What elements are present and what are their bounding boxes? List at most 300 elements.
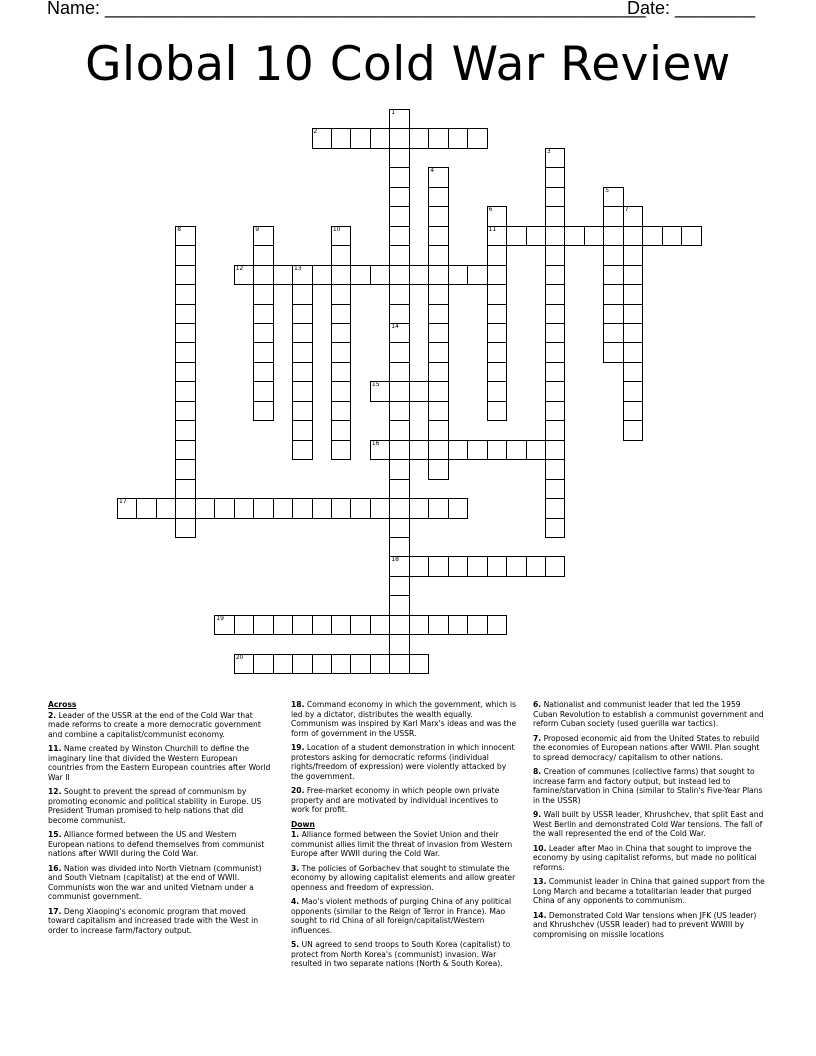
clue-number: 9 xyxy=(255,225,260,233)
clue-item xyxy=(291,786,519,815)
crossword-cell[interactable] xyxy=(526,556,547,577)
crossword-cell[interactable] xyxy=(331,284,352,305)
crossword-cell[interactable] xyxy=(623,342,644,363)
clue-column-3 xyxy=(533,700,765,944)
crossword-cell[interactable] xyxy=(428,167,449,188)
crossword-cell[interactable] xyxy=(623,206,644,227)
clue-number: 1 xyxy=(391,109,396,116)
crossword-cell[interactable] xyxy=(292,615,313,636)
crossword-cell[interactable] xyxy=(389,323,410,344)
crossword-cell[interactable] xyxy=(545,323,566,344)
clue-text: UN agreed to send troops to South Korea (capitalist) to protect from North Korea's (communist) invasion. War resulted in two separate nations (North & South Korea). xyxy=(291,940,511,968)
crossword-cell[interactable] xyxy=(409,556,430,577)
crossword-cell[interactable] xyxy=(487,245,508,266)
clue-number: 4 xyxy=(430,167,435,175)
crossword-cell[interactable] xyxy=(681,226,702,247)
crossword-cell[interactable] xyxy=(389,342,410,363)
clue-number: 3 xyxy=(546,147,551,155)
crossword-cell[interactable] xyxy=(389,634,410,655)
crossword-cell[interactable] xyxy=(175,304,196,325)
crossword-cell[interactable] xyxy=(389,401,410,422)
crossword-cell[interactable] xyxy=(467,265,488,286)
clue-number: 18 xyxy=(391,556,399,564)
clue-text: Deng Xiaoping's economic program that moved toward capitalism and increased trade with the West in order to increase farm/factory output. xyxy=(48,906,259,935)
clue-item xyxy=(291,940,519,969)
clue-number-label: 6. xyxy=(533,700,542,709)
crossword-cell[interactable] xyxy=(545,518,566,539)
crossword-cell[interactable] xyxy=(389,187,410,208)
crossword-cell[interactable] xyxy=(642,226,663,247)
clue-number: 19 xyxy=(216,614,224,622)
crossword-cell[interactable] xyxy=(331,226,352,247)
crossword-cell[interactable] xyxy=(389,167,410,188)
crossword-cell[interactable] xyxy=(389,226,410,247)
across-heading: Across xyxy=(48,700,77,709)
clue-number-label: 1. xyxy=(291,830,300,839)
crossword-cell[interactable] xyxy=(234,265,255,286)
crossword-cell[interactable] xyxy=(331,128,352,149)
crossword-cell[interactable] xyxy=(253,265,274,286)
crossword-cell[interactable] xyxy=(428,187,449,208)
crossword-cell[interactable] xyxy=(428,381,449,402)
clue-text: Communist leader in China that gained support from the Long March and became a totalitarian leader that purged China of any opponents to communism. xyxy=(533,877,765,905)
crossword-cell[interactable] xyxy=(389,420,410,441)
crossword-cell[interactable] xyxy=(195,498,216,519)
crossword-cell[interactable] xyxy=(487,284,508,305)
clue-number: 12 xyxy=(235,264,244,272)
crossword-cell[interactable] xyxy=(292,304,313,325)
crossword-cell[interactable] xyxy=(545,381,566,402)
crossword-cell[interactable] xyxy=(448,615,469,636)
crossword-cell[interactable] xyxy=(389,518,410,539)
crossword-cell[interactable] xyxy=(409,615,430,636)
crossword-cell[interactable] xyxy=(214,498,235,519)
page-title: Global 10 Cold War Review xyxy=(85,37,731,92)
crossword-cell[interactable] xyxy=(584,226,605,247)
clue-number: 16 xyxy=(371,439,380,447)
crossword-cell[interactable] xyxy=(292,362,313,383)
clue-number: 10 xyxy=(332,225,341,233)
down-heading: Down xyxy=(291,819,315,829)
crossword-cell[interactable] xyxy=(331,401,352,422)
clue-text: Mao's violent methods of purging China of any political opponents (similar to the Reign of Terror in France). Mao sought to rid China of all foreign/capitalist/Western influences. xyxy=(291,897,512,935)
crossword-cell[interactable] xyxy=(175,284,196,305)
crossword-cell[interactable] xyxy=(370,615,391,636)
crossword-cell[interactable] xyxy=(312,654,333,675)
crossword-cell[interactable] xyxy=(214,615,235,636)
clue-text: Leader of the USSR at the end of the Cold War that made reforms to create a more democratic government and combine a capitalist/communist economy. xyxy=(48,710,261,739)
clue-text: Command economy in which the government, which is led by a dictator, distributes the wealth equally. Communism was inspired by Karl Marx's ideas and was the form of government in the USSR. xyxy=(291,700,517,738)
clue-number: 17 xyxy=(119,498,127,505)
crossword-cell[interactable] xyxy=(545,226,566,247)
crossword-cell[interactable] xyxy=(623,323,644,344)
clue-number-label: 12. xyxy=(48,787,62,796)
crossword-cell[interactable] xyxy=(253,498,274,519)
crossword-cell[interactable] xyxy=(175,245,196,266)
crossword-cell[interactable] xyxy=(292,381,313,402)
clue-item xyxy=(48,864,273,902)
crossword-cell[interactable] xyxy=(545,362,566,383)
crossword-cell[interactable] xyxy=(428,342,449,363)
crossword-cell[interactable] xyxy=(312,498,333,519)
crossword-cell[interactable] xyxy=(370,265,391,286)
crossword-cell[interactable] xyxy=(389,654,410,675)
crossword-cell[interactable] xyxy=(331,304,352,325)
crossword-cell[interactable] xyxy=(370,128,391,149)
clue-text: Sought to prevent the spread of communism by promoting economic and political stability in Europe. US President Truman promised to help nations that did become communist. xyxy=(48,787,262,825)
crossword-cell[interactable] xyxy=(175,323,196,344)
crossword-cell[interactable] xyxy=(175,420,196,441)
crossword-cell[interactable] xyxy=(428,440,449,461)
crossword-cell[interactable] xyxy=(389,556,410,577)
crossword-cell[interactable] xyxy=(623,226,644,247)
crossword-cell[interactable] xyxy=(409,654,430,675)
clue-number-label: 20. xyxy=(291,786,305,795)
crossword-cell[interactable] xyxy=(545,148,566,169)
crossword-cell[interactable] xyxy=(292,401,313,422)
clue-column-2 xyxy=(291,700,519,974)
clue-item xyxy=(533,911,765,940)
crossword-cell[interactable] xyxy=(331,245,352,266)
crossword-cell[interactable] xyxy=(389,362,410,383)
crossword-cell[interactable] xyxy=(448,440,469,461)
crossword-cell[interactable] xyxy=(273,265,294,286)
crossword-cell[interactable] xyxy=(545,245,566,266)
crossword-cell[interactable] xyxy=(428,226,449,247)
crossword-cell[interactable] xyxy=(175,362,196,383)
crossword-cell[interactable] xyxy=(448,556,469,577)
clue-text: Free-market economy in which people own private property and are motivated by individual incentives to work for profit. xyxy=(291,786,500,814)
crossword-cell[interactable] xyxy=(350,615,371,636)
crossword-cell[interactable] xyxy=(350,654,371,675)
crossword-cell[interactable] xyxy=(273,654,294,675)
crossword-cell[interactable] xyxy=(292,654,313,675)
crossword-cell[interactable] xyxy=(331,381,352,402)
crossword-cell[interactable] xyxy=(545,479,566,500)
crossword-cell[interactable] xyxy=(487,342,508,363)
clue-number: 5 xyxy=(605,186,610,194)
crossword-cell[interactable] xyxy=(623,420,644,441)
crossword-cell[interactable] xyxy=(487,265,508,286)
crossword-cell[interactable] xyxy=(603,245,624,266)
crossword-cell[interactable] xyxy=(545,206,566,227)
crossword-cell[interactable] xyxy=(623,265,644,286)
crossword-cell[interactable] xyxy=(234,498,255,519)
crossword-cell[interactable] xyxy=(428,245,449,266)
crossword-cell[interactable] xyxy=(389,459,410,480)
crossword-cell[interactable] xyxy=(487,362,508,383)
clue-text: Wall built by USSR leader, Khrushchev, that split East and West Berlin and demonstrated Cold War tensions. The fall of the wall represented the end of the Cold War. xyxy=(533,810,764,838)
crossword-cell[interactable] xyxy=(487,440,508,461)
crossword-cell[interactable] xyxy=(409,265,430,286)
crossword-cell[interactable] xyxy=(409,128,430,149)
crossword-cell[interactable] xyxy=(428,459,449,480)
crossword-cell[interactable] xyxy=(428,323,449,344)
clue-item xyxy=(533,700,765,729)
crossword-cell[interactable] xyxy=(175,440,196,461)
crossword-cell[interactable] xyxy=(389,498,410,519)
crossword-cell[interactable] xyxy=(428,206,449,227)
clue-number-label: 9. xyxy=(533,810,542,819)
clue-number: 13 xyxy=(294,264,302,272)
crossword-cell[interactable] xyxy=(603,284,624,305)
crossword-cell[interactable] xyxy=(175,518,196,539)
crossword-cell[interactable] xyxy=(428,615,449,636)
crossword-cell[interactable] xyxy=(389,615,410,636)
crossword-cell[interactable] xyxy=(623,362,644,383)
crossword-cell[interactable] xyxy=(350,498,371,519)
clue-item xyxy=(291,864,519,893)
clue-number-label: 14. xyxy=(533,910,547,920)
crossword-cell[interactable] xyxy=(312,128,333,149)
crossword-cell[interactable] xyxy=(370,498,391,519)
crossword-cell[interactable] xyxy=(331,342,352,363)
crossword-cell[interactable] xyxy=(331,362,352,383)
name-line[interactable]: Name: ______________________________________________________ xyxy=(47,0,646,18)
clue-text: Proposed economic aid from the United States to rebuild the economies of European nations after WWII. Plan sought to spread democracy/ capitalism to other nations. xyxy=(533,733,760,762)
crossword-cell[interactable] xyxy=(292,440,313,461)
crossword-cell[interactable] xyxy=(487,323,508,344)
crossword-cell[interactable] xyxy=(156,498,177,519)
crossword-cell[interactable] xyxy=(467,440,488,461)
crossword-cell[interactable] xyxy=(487,556,508,577)
clue-number-label: 18. xyxy=(291,700,305,709)
crossword-cell[interactable] xyxy=(545,304,566,325)
clue-number: 11 xyxy=(488,225,497,233)
crossword-cell[interactable] xyxy=(370,654,391,675)
crossword-cell[interactable] xyxy=(603,206,624,227)
crossword-cell[interactable] xyxy=(623,304,644,325)
crossword-cell[interactable] xyxy=(234,615,255,636)
crossword-cell[interactable] xyxy=(545,498,566,519)
crossword-cell[interactable] xyxy=(331,498,352,519)
crossword-cell[interactable] xyxy=(175,265,196,286)
crossword-cell[interactable] xyxy=(253,381,274,402)
crossword-cell[interactable] xyxy=(292,265,313,286)
crossword-cell[interactable] xyxy=(389,576,410,597)
crossword-cell[interactable] xyxy=(506,440,527,461)
crossword-cell[interactable] xyxy=(487,226,508,247)
clue-item xyxy=(48,830,273,859)
crossword-cell[interactable] xyxy=(487,615,508,636)
clue-number: 15 xyxy=(371,381,380,389)
date-line[interactable]: Date: ________ xyxy=(627,0,756,18)
crossword-cell[interactable] xyxy=(292,420,313,441)
crossword-cell[interactable] xyxy=(564,226,585,247)
clue-number-label: 7. xyxy=(533,733,542,743)
crossword-cell[interactable] xyxy=(428,265,449,286)
crossword-cell[interactable] xyxy=(467,615,488,636)
crossword-cell[interactable] xyxy=(331,265,352,286)
crossword-cell[interactable] xyxy=(292,284,313,305)
crossword-cell[interactable] xyxy=(487,304,508,325)
crossword-cell[interactable] xyxy=(175,459,196,480)
crossword-cell[interactable] xyxy=(292,323,313,344)
clue-number: 8 xyxy=(177,225,182,233)
crossword-cell[interactable] xyxy=(331,654,352,675)
crossword-cell[interactable] xyxy=(428,362,449,383)
crossword-cell[interactable] xyxy=(136,498,157,519)
clue-column-1 xyxy=(48,700,273,940)
clue-item xyxy=(291,700,519,738)
crossword-cell[interactable] xyxy=(331,440,352,461)
crossword-cell[interactable] xyxy=(253,284,274,305)
crossword-cell[interactable] xyxy=(428,498,449,519)
crossword-cell[interactable] xyxy=(253,362,274,383)
crossword-cell[interactable] xyxy=(234,654,255,675)
crossword-cell[interactable] xyxy=(389,595,410,616)
crossword-cell[interactable] xyxy=(545,187,566,208)
clue-item xyxy=(48,907,273,936)
crossword-cell[interactable] xyxy=(545,284,566,305)
clue-text: Leader after Mao in China that sought to improve the economy by using capitalist reforms, but made no political reforms. xyxy=(533,843,757,872)
crossword-cell[interactable] xyxy=(253,654,274,675)
crossword-cell[interactable] xyxy=(662,226,683,247)
crossword-cell[interactable] xyxy=(389,537,410,558)
crossword-cell[interactable] xyxy=(331,323,352,344)
clue-number-label: 17. xyxy=(48,906,62,916)
crossword-cell[interactable] xyxy=(253,615,274,636)
crossword-cell[interactable] xyxy=(506,556,527,577)
clue-number-label: 4. xyxy=(291,897,300,906)
clue-number-label: 15. xyxy=(48,830,62,839)
clue-number: 2 xyxy=(313,128,318,136)
crossword-cell[interactable] xyxy=(389,381,410,402)
crossword-cell[interactable] xyxy=(409,498,430,519)
crossword-cell[interactable] xyxy=(253,323,274,344)
crossword-cell[interactable] xyxy=(428,284,449,305)
crossword-cell[interactable] xyxy=(545,440,566,461)
clue-text: Name created by Winston Churchill to define the imaginary line that divided the Western European countries from the Eastern European countries after World War II xyxy=(48,744,271,782)
crossword-cell[interactable] xyxy=(603,323,624,344)
crossword-cell[interactable] xyxy=(545,342,566,363)
clue-item xyxy=(48,744,273,782)
crossword-cell[interactable] xyxy=(331,420,352,441)
crossword-cell[interactable] xyxy=(389,128,410,149)
clue-number-label: 8. xyxy=(533,767,542,776)
crossword-cell[interactable] xyxy=(389,284,410,305)
crossword-cell[interactable] xyxy=(603,187,624,208)
crossword-cell[interactable] xyxy=(389,245,410,266)
crossword-cell[interactable] xyxy=(623,245,644,266)
crossword-cell[interactable] xyxy=(409,440,430,461)
crossword-cell[interactable] xyxy=(545,459,566,480)
clue-item xyxy=(533,734,765,763)
crossword-cell[interactable] xyxy=(253,401,274,422)
clue-number: 20 xyxy=(235,653,244,661)
clue-item xyxy=(533,767,765,805)
clue-number-label: 3. xyxy=(291,863,300,873)
crossword-cell[interactable] xyxy=(175,342,196,363)
crossword-cell[interactable] xyxy=(506,226,527,247)
crossword-cell[interactable] xyxy=(603,226,624,247)
crossword-cell[interactable] xyxy=(487,381,508,402)
clue-number: 7 xyxy=(624,206,629,214)
crossword-cell[interactable] xyxy=(545,401,566,422)
crossword-cell[interactable] xyxy=(603,342,624,363)
crossword-cell[interactable] xyxy=(273,498,294,519)
crossword-cell[interactable] xyxy=(487,401,508,422)
clue-number-label: 11. xyxy=(48,744,62,753)
crossword-cell[interactable] xyxy=(331,615,352,636)
clue-item xyxy=(533,844,765,873)
crossword-cell[interactable] xyxy=(312,615,333,636)
clue-item xyxy=(533,877,765,906)
clue-number-label: 16. xyxy=(48,863,62,873)
crossword-cell[interactable] xyxy=(389,109,410,130)
crossword-cell[interactable] xyxy=(448,128,469,149)
crossword-cell[interactable] xyxy=(545,265,566,286)
clue-text: Creation of communes (collective farms) that sought to increase farm and factory output, but instead led to famine/starvation in China (similar to Stalin's Five-Year Plans in the USSR) xyxy=(533,767,763,805)
crossword-cell[interactable] xyxy=(448,265,469,286)
crossword-cell[interactable] xyxy=(487,206,508,227)
crossword-cell[interactable] xyxy=(370,440,391,461)
crossword-cell[interactable] xyxy=(253,304,274,325)
crossword-cell[interactable] xyxy=(623,381,644,402)
crossword-cell[interactable] xyxy=(175,226,196,247)
crossword-cell[interactable] xyxy=(428,556,449,577)
crossword-cell[interactable] xyxy=(389,206,410,227)
crossword-cell[interactable] xyxy=(253,226,274,247)
crossword-cell[interactable] xyxy=(370,381,391,402)
clue-item xyxy=(291,830,519,859)
crossword-cell[interactable] xyxy=(175,479,196,500)
crossword-cell[interactable] xyxy=(545,420,566,441)
crossword-cell[interactable] xyxy=(467,556,488,577)
crossword-cell[interactable] xyxy=(389,304,410,325)
crossword-cell[interactable] xyxy=(175,381,196,402)
crossword-cell[interactable] xyxy=(545,556,566,577)
crossword-cell[interactable] xyxy=(428,304,449,325)
crossword-cell[interactable] xyxy=(428,420,449,441)
crossword-cell[interactable] xyxy=(526,440,547,461)
clue-number-label: 13. xyxy=(533,877,547,886)
clue-text: Demonstrated Cold War tensions when JFK (US leader) and Khrushchev (USSR leader) had to prevent WWIII by compromising on missile locations xyxy=(533,910,757,939)
crossword-cell[interactable] xyxy=(312,265,333,286)
crossword-cell[interactable] xyxy=(292,498,313,519)
crossword-cell[interactable] xyxy=(175,401,196,422)
crossword-cell[interactable] xyxy=(389,479,410,500)
crossword-cell[interactable] xyxy=(603,304,624,325)
crossword-cell[interactable] xyxy=(623,284,644,305)
crossword-cell[interactable] xyxy=(175,498,196,519)
clue-text: Nationalist and communist leader that led the 1959 Cuban Revolution to establish a communist government and reform Cuban society (used guerilla war tactics). xyxy=(533,700,764,728)
crossword-cell[interactable] xyxy=(292,342,313,363)
crossword-cell[interactable] xyxy=(428,128,449,149)
crossword-cell[interactable] xyxy=(253,342,274,363)
crossword-cell[interactable] xyxy=(117,498,138,519)
clue-item xyxy=(533,810,765,839)
crossword-cell[interactable] xyxy=(389,265,410,286)
crossword-cell[interactable] xyxy=(273,615,294,636)
crossword-cell[interactable] xyxy=(389,440,410,461)
clue-item xyxy=(48,711,273,740)
crossword-cell[interactable] xyxy=(448,498,469,519)
crossword-cell[interactable] xyxy=(350,265,371,286)
crossword-cell[interactable] xyxy=(526,226,547,247)
clue-text: Alliance formed between the US and Western European nations to defend themselves from communist nations after WWII during the Cold War. xyxy=(48,830,265,858)
crossword-cell[interactable] xyxy=(409,381,430,402)
crossword-cell[interactable] xyxy=(545,167,566,188)
crossword-cell[interactable] xyxy=(253,245,274,266)
crossword-cell[interactable] xyxy=(350,128,371,149)
crossword-cell[interactable] xyxy=(428,401,449,422)
crossword-cell[interactable] xyxy=(467,128,488,149)
crossword-cell[interactable] xyxy=(623,401,644,422)
crossword-cell[interactable] xyxy=(603,265,624,286)
crossword-cell[interactable] xyxy=(389,148,410,169)
clue-item xyxy=(291,897,519,935)
